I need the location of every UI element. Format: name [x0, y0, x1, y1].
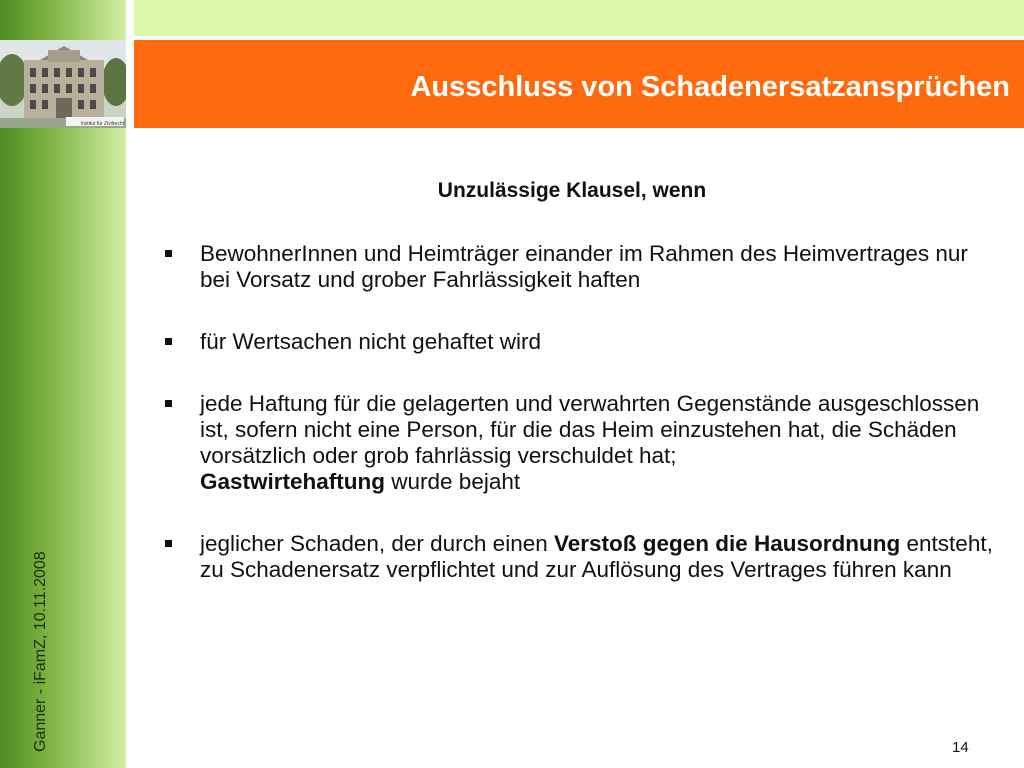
bullet-text-after: wurde bejaht: [385, 469, 521, 494]
institute-logo: [0, 40, 126, 128]
square-bullet-icon: [165, 540, 172, 547]
bullet-text: BewohnerInnen und Heimträger einander im Rahmen des Heimvertrages nur bei Vorsatz und grober Fahrlässigkeit haften: [200, 241, 968, 292]
bullet-text-after: entsteht, zu Schadenersatz verpflichtet und zur Auflösung des Vertrages führen kann: [200, 531, 993, 582]
university-building-icon: [0, 40, 126, 128]
bullet-bold-text: Gastwirtehaftung: [200, 469, 386, 494]
square-bullet-icon: [165, 250, 172, 257]
slide-title: Ausschluss von Schadenersatzansprüchen: [410, 71, 1010, 103]
title-bar: [134, 40, 1024, 128]
slide-subtitle: Unzulässige Klausel, wenn: [437, 179, 707, 202]
square-bullet-icon: [165, 338, 172, 345]
white-divider: [126, 0, 134, 768]
list-item: [160, 531, 998, 583]
list-item: [160, 241, 998, 293]
logo-caption: Institut für Zivilrecht: [80, 121, 124, 127]
bullet-text: jede Haftung für die gelagerten und verwahrten Gegenstände ausgeschlossen ist, sofern nicht eine Person, für die das Heim einzustehen hat, die Schäden vorsätzlich oder grob fahrlässig verschuldet hat;: [200, 391, 980, 468]
bullet-bold-text: Verstoß gegen die Hausordnung: [553, 531, 901, 556]
vertical-footer: Ganner - iFamZ, 10.11.2008: [32, 551, 49, 752]
top-band: [134, 0, 1024, 36]
list-item: [160, 329, 998, 355]
square-bullet-icon: [165, 400, 172, 407]
list-item: [160, 391, 998, 495]
bullet-list: [160, 241, 998, 583]
page-number: 14: [952, 739, 969, 756]
bullet-text: für Wertsachen nicht gehaftet wird: [200, 329, 542, 354]
bullet-text-before: jeglicher Schaden, der durch einen: [200, 531, 554, 556]
